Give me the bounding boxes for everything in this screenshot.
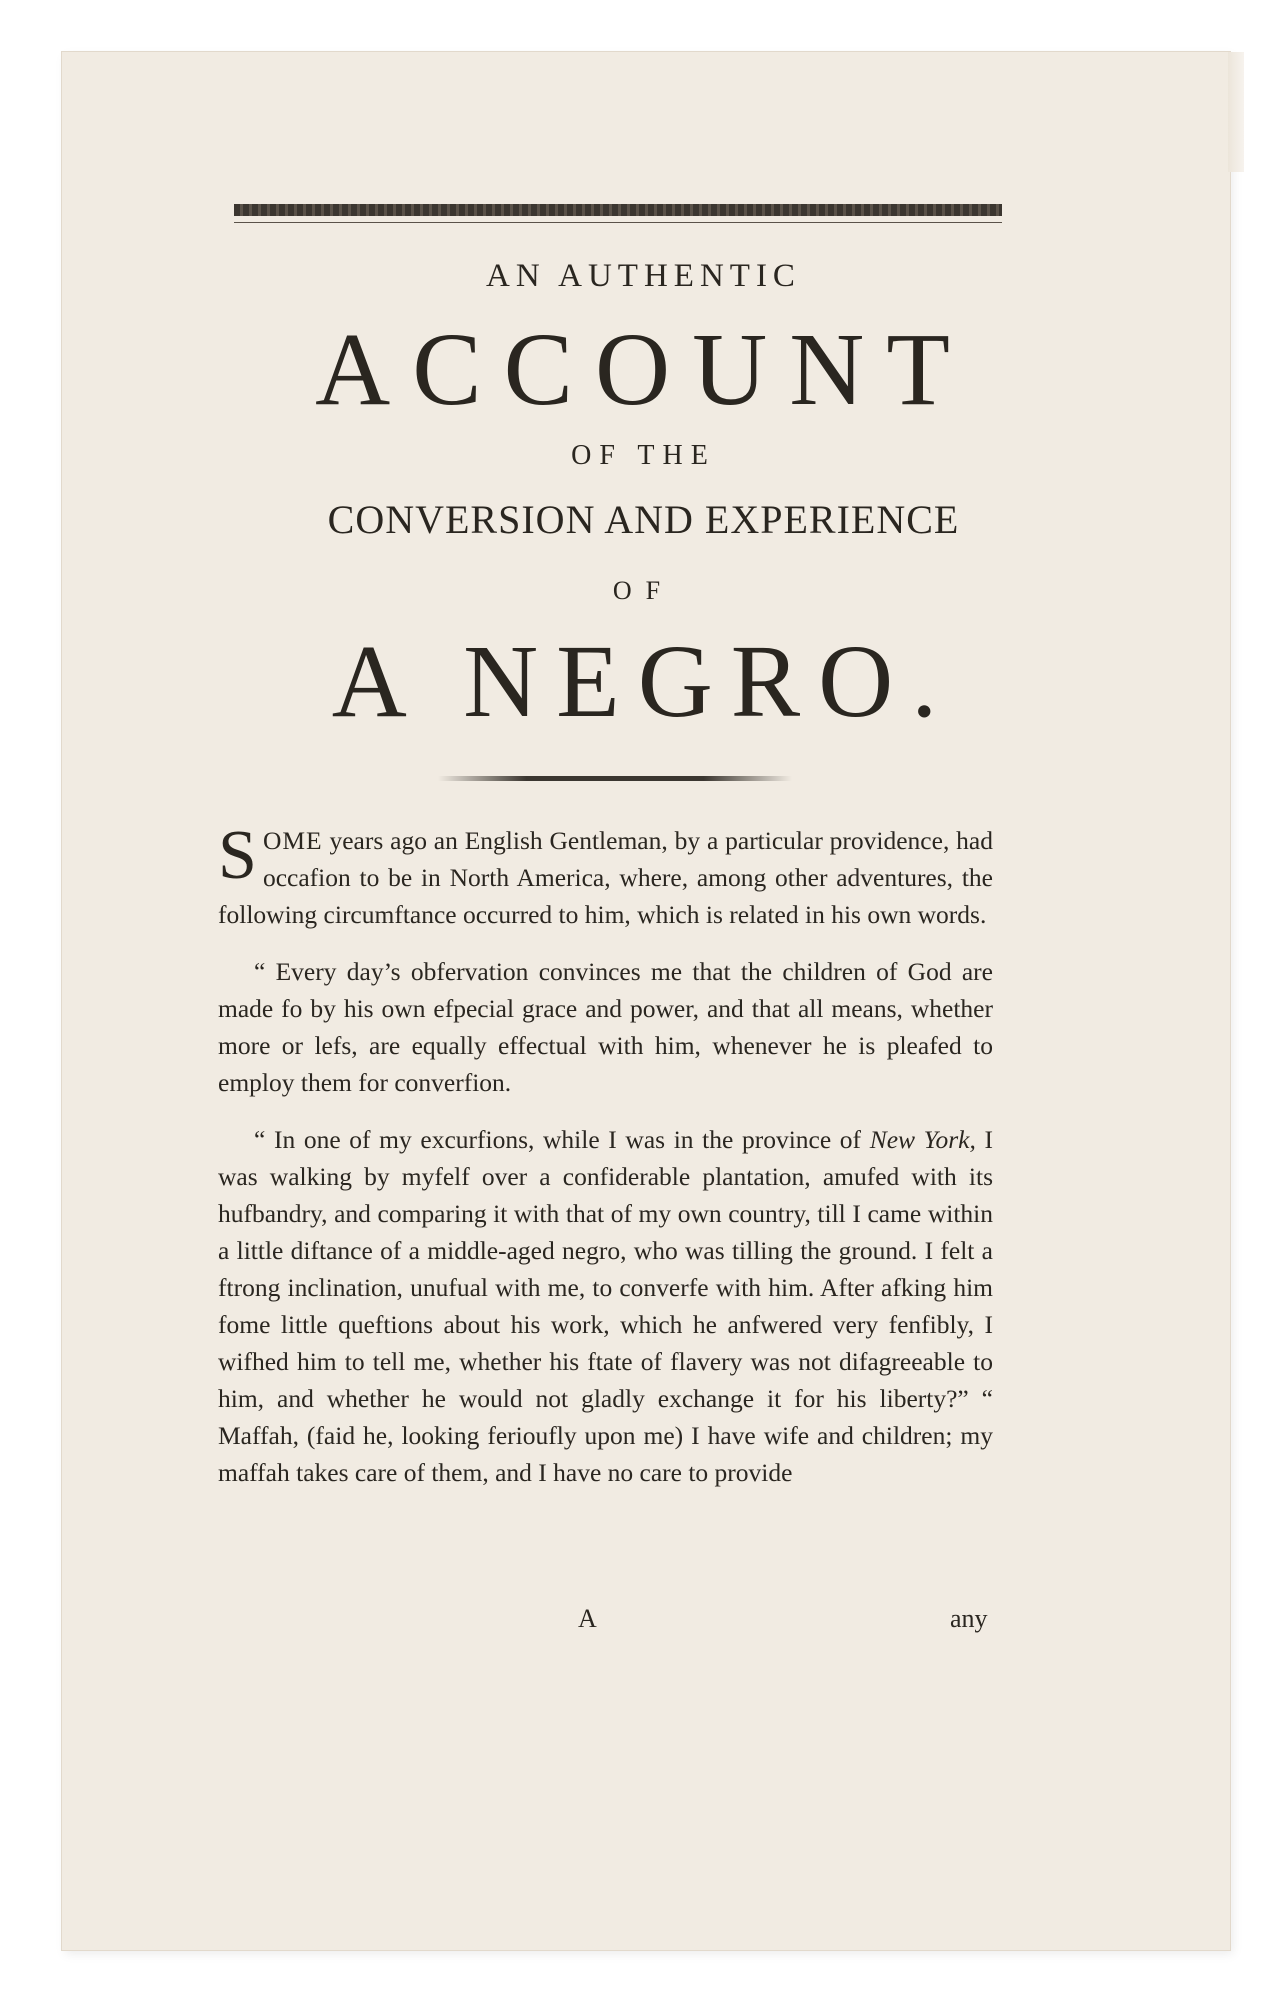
top-thin-rule: [234, 222, 1002, 223]
paragraph-1: [218, 817, 993, 933]
signature-mark: A: [578, 1604, 597, 1633]
title-line-1: AN AUTHENTIC: [486, 258, 801, 294]
title-line-4: CONVERSION AND EXPERIENCE: [327, 497, 960, 542]
top-ornamental-rule: [234, 204, 1002, 216]
title-line-2: ACCOUNT: [315, 312, 972, 427]
body-text: [218, 817, 994, 1511]
paragraph-3: [218, 1121, 993, 1491]
paragraph-3-start: “ In one of my excurfions, while I was in the province of: [254, 1125, 870, 1154]
catchword: any: [950, 1604, 988, 1633]
first-word: OME: [262, 826, 323, 855]
section-divider: [438, 776, 792, 781]
title-line-5: OF: [612, 576, 675, 605]
place-name: New York,: [869, 1125, 976, 1154]
paragraph-2: “ Every day’s obfervation convinces me that the children of God are made fo by his own efpecial grace and power, and that all means, whether more or lefs, are equally effectual with him, whenever he is pleafed to employ them for converfion.: [218, 957, 993, 1097]
paragraph-1-text: years ago an English Gentleman, by a particular providence, had occafion to be in North America, where, among other adventures, the following circumftance occurred to him, which is related in his own words.: [218, 826, 993, 929]
paragraph-3-text: I was walking by myfelf over a confiderable plantation, amufed with its hufbandry, and comparing it with that of my own country, till I came within a little diftance of a middle-aged negro, who was tilling the ground. I felt a ftrong inclination, unufual with me, to converfe with him. After afking him fome little queftions about his work, which he anfwered very fenfibly, I wifhed him to tell me, whether his ftate of flavery was not difagreeable to him, and whether he would not gladly exchange it for his liberty?” “ Maffah, (faid he, looking ferioufly upon me) I have wife and children; my maffah takes care of them, and I have no care to provide: [218, 1125, 994, 1487]
drop-cap: S: [218, 817, 257, 894]
title-line-3: OF THE: [571, 440, 716, 471]
title-line-6: A NEGRO.: [331, 624, 956, 739]
